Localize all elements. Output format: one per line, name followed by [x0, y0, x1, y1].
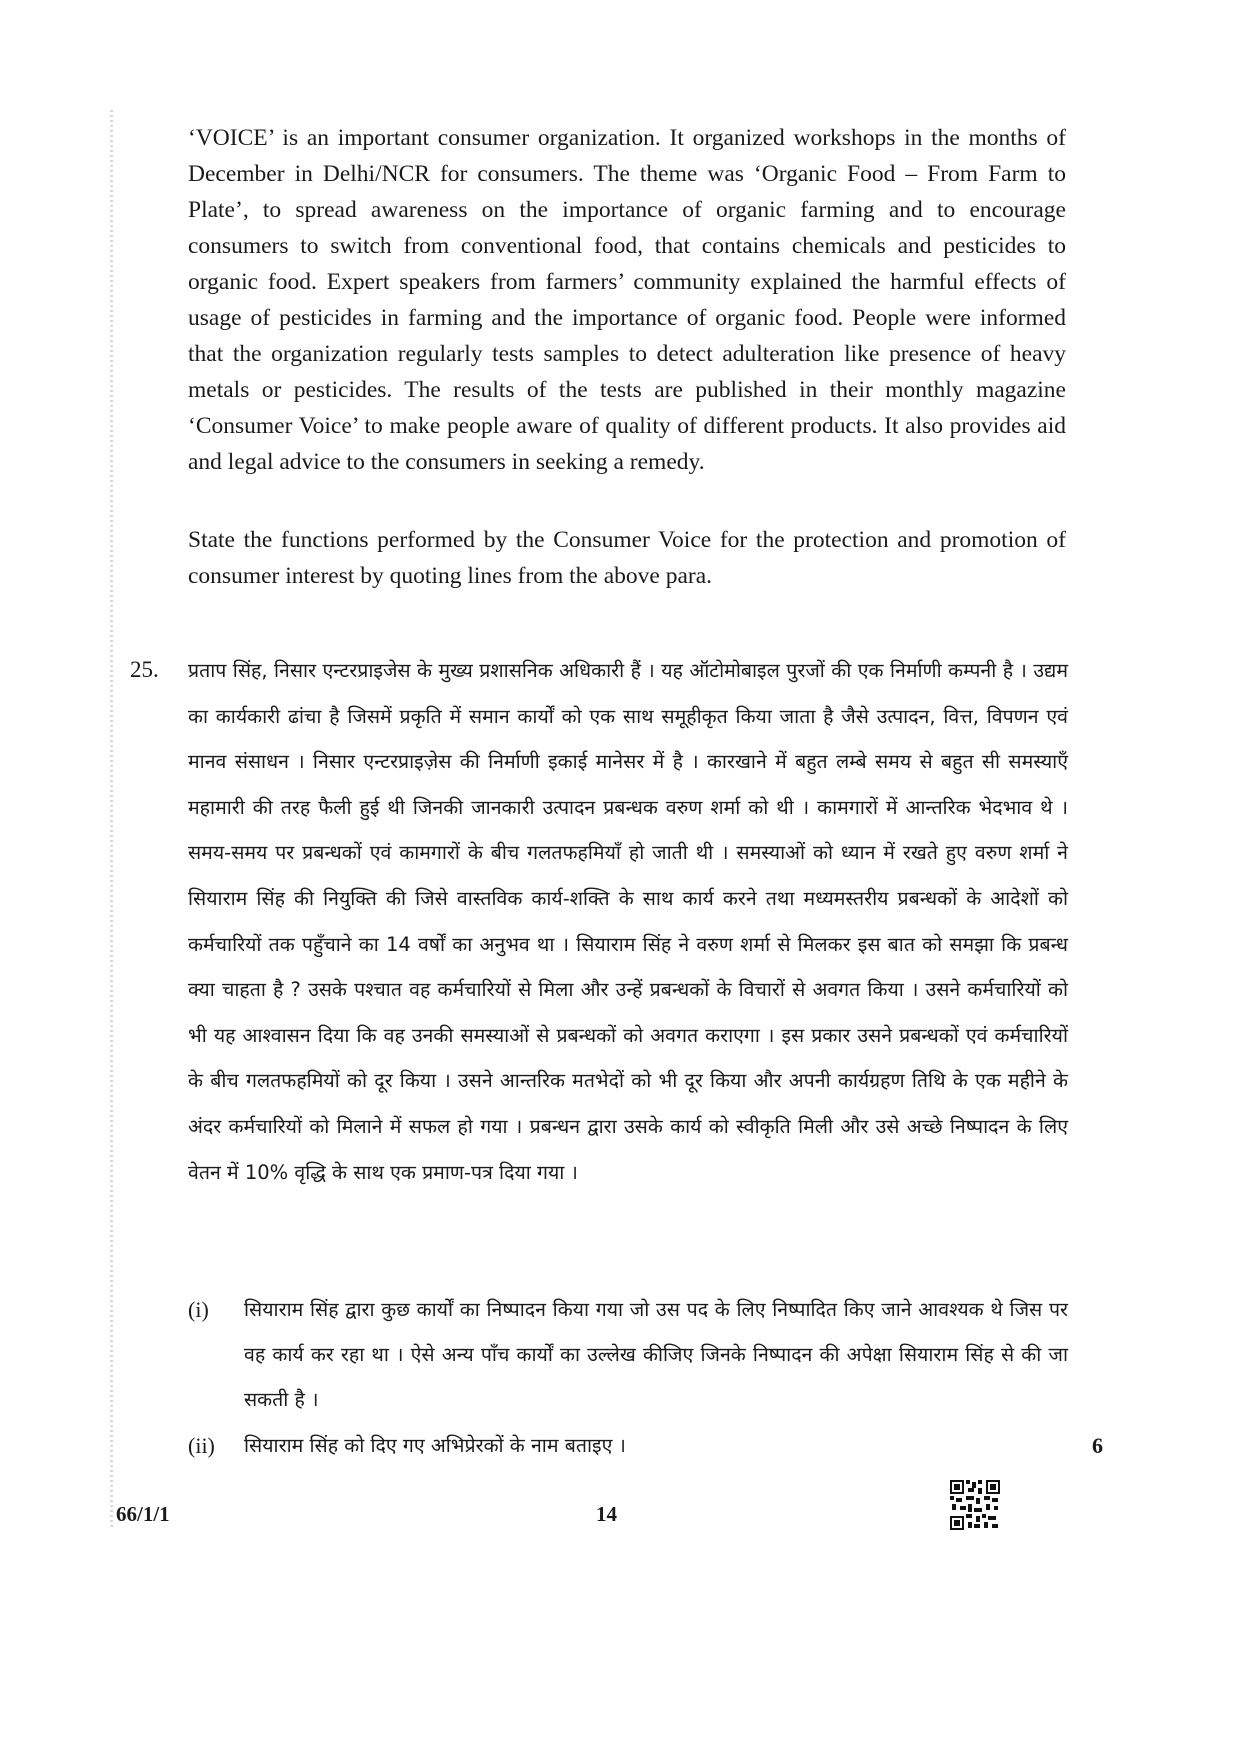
paper-code: 66/1/1 — [116, 1502, 170, 1526]
margin-security-strip — [110, 110, 113, 1530]
page-number: 14 — [596, 1502, 617, 1526]
sub-question-text: सियाराम सिंह द्वारा कुछ कार्यों का निष्पादन किया गया जो उस पद के लिए निष्पादित किए जाने आवश्यक थे जिस पर वह कार्य कर रहा था । ऐसे अन्य पाँच कार्यों का उल्लेख कीजिए जिनके निष्पादन की अपेक्षा सियाराम सिंह से की जा सकती है । — [244, 1298, 1068, 1411]
sub-question-label: (ii) — [188, 1433, 215, 1458]
question-number: 25. — [130, 657, 159, 682]
marks-value: 6 — [1092, 1433, 1103, 1458]
sub-question-label: (i) — [188, 1297, 209, 1322]
case-passage: ‘VOICE’ is an important consumer organization. It organized workshops in the months of December in Delhi/NCR for consumers. The theme was ‘Organic Food – From Farm to Plate’, to spread awareness on the importance of organic farming and to encourage consumers to switch from conventional food, that contains chemicals and pesticides to organic food. Expert speakers from farmers’ community explained the harmful effects of usage of pesticides in farming and the importance of organic food. People were informed that the organization regularly tests samples to detect adulteration like presence of heavy metals or pesticides. The results of the tests are published in their monthly magazine ‘Consumer Voice’ to make people aware of quality of different products. It also provides aid and legal advice to the consumers in seeking a remedy. — [188, 125, 1066, 475]
sub-question-text: सियाराम सिंह को दिए गए अभिप्रेरकों के नाम बताइए । — [244, 1434, 626, 1457]
qr-code-icon — [950, 1480, 1000, 1530]
question-body: प्रताप सिंह, निसार एन्टरप्राइजेस के मुख्य प्रशासनिक अधिकारी हैं । यह ऑटोमोबाइल पुरजों की एक निर्माणी कम्पनी है । उद्यम का कार्यकारी ढांचा है जिसमें प्रकृति में समान कार्यों को एक साथ समूहीकृत किया जाता है जैसे उत्पादन, वित्त, विपणन एवं मानव संसाधन । निसार एन्टरप्राइज़ेस की निर्माणी इकाई मानेसर में है । कारखाने में बहुत लम्बे समय से बहुत सी समस्याएँ महामारी की तरह फैली हुई थी जिनकी जानकारी उत्पादन प्रबन्धक वरुण शर्मा को थी । कामगारों में आन्तरिक भेदभाव थे । समय-समय पर प्रबन्धकों एवं कामगारों के बीच गलतफहमियाँ हो जाती थी । समस्याओं को ध्यान में रखते हुए वरुण शर्मा ने सियाराम सिंह की नियुक्ति की जिसे वास्तविक कार्य-शक्ति के साथ कार्य करने तथा मध्यमस्तरीय प्रबन्धकों के आदेशों को कर्मचारियों तक पहुँचाने का 14 वर्षों का अनुभव था । सियाराम सिंह ने वरुण शर्मा से मिलकर इस बात को समझा कि प्रबन्ध क्या चाहता है ? उसके पश्चात वह कर्मचारियों से मिला और उन्हें प्रबन्धकों के विचारों से अवगत किया । उसने कर्मचारियों को भी यह आश्वासन दिया कि वह उनकी समस्याओं से प्रबन्धकों को अवगत कराएगा । इस प्रकार उसने प्रबन्धकों एवं कर्मचारियों के बीच गलतफहमियों को दूर किया । उसने आन्तरिक मतभेदों को भी दूर किया और अपनी कार्यग्रहण तिथि के एक महीने के अंदर कर्मचारियों को मिलाने में सफल हो गया । प्रबन्धन द्वारा उसके कार्य को स्वीकृति मिली और उसे अच्छे निष्पादन के लिए वेतन में 10% वृद्धि के साथ एक प्रमाण-पत्र दिया गया । — [188, 659, 1068, 1184]
question-prompt: State the functions performed by the Consumer Voice for the protection and promotion of consumer interest by quoting lines from the above para. — [188, 527, 1066, 589]
